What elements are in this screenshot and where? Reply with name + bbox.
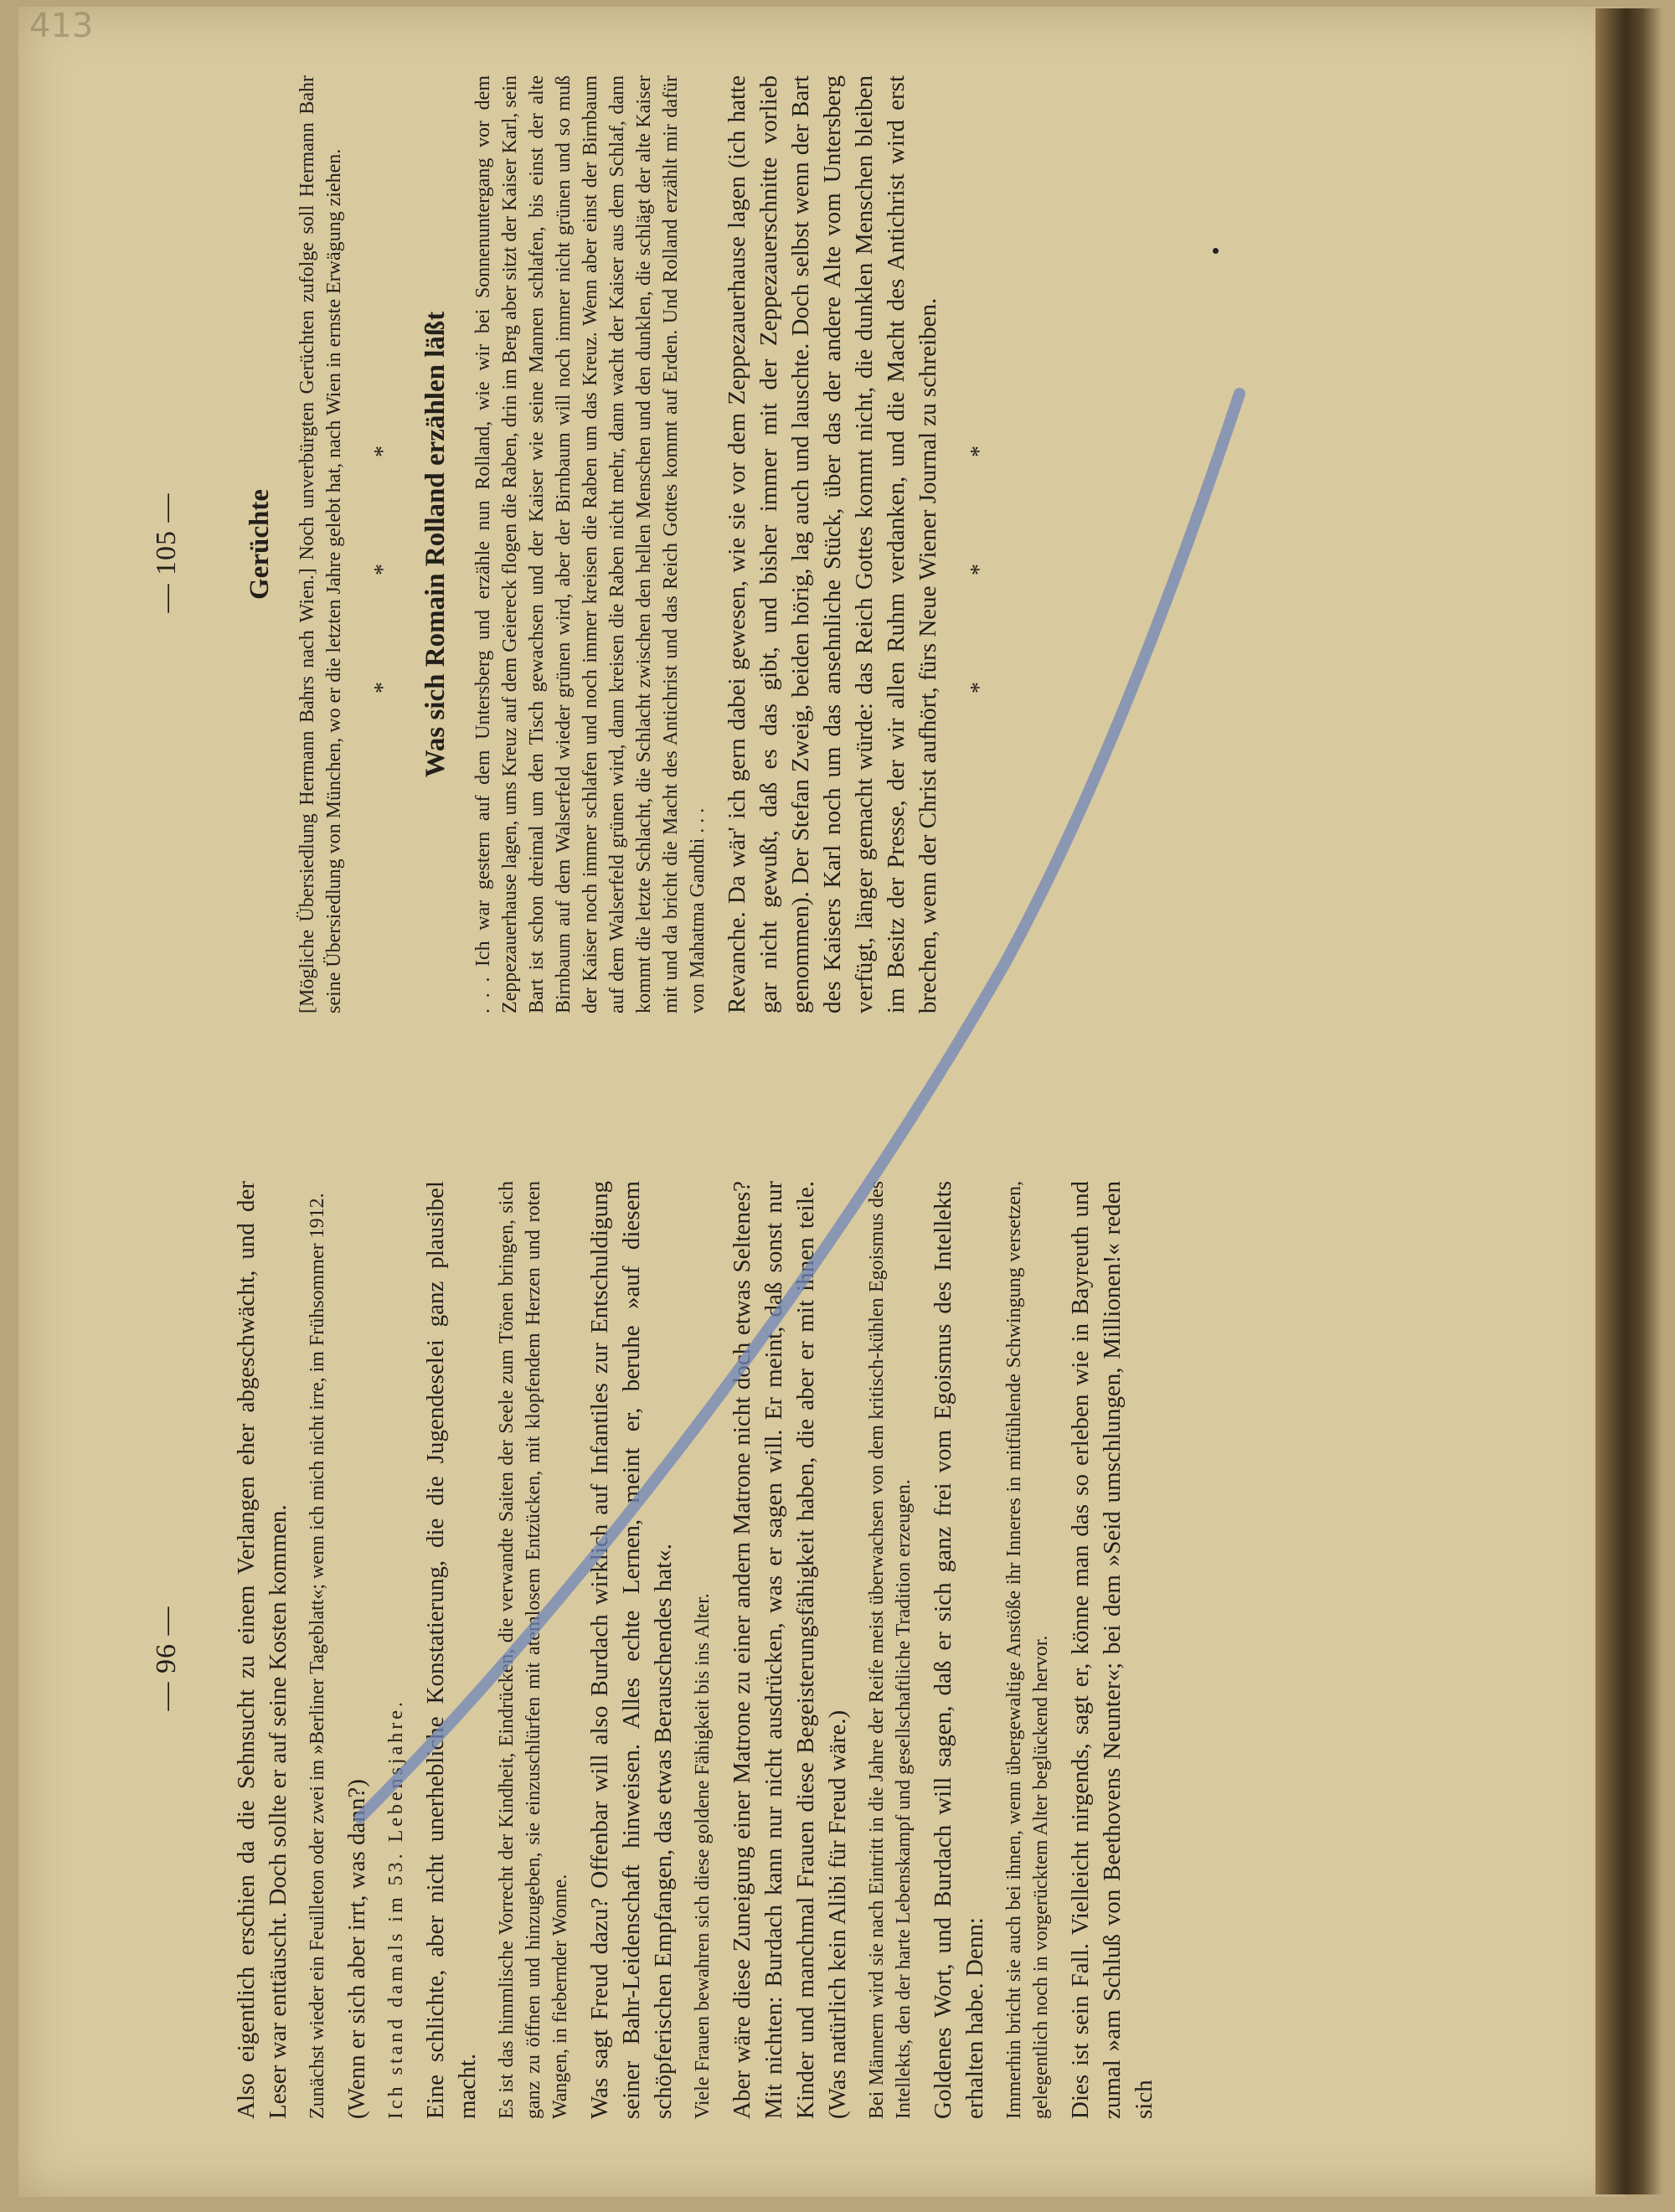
page-96-text [230, 1181, 1170, 2119]
paragraph: Was sagt Freud dazu? Offenbar will also Burdach wirklich auf Infantiles zur Entschuldigung seiner Bahr-Leidenschaft hinweisen. Alles echte Lernen, meint er, beruhe »auf diesem schöpferischen Empfangen, das etwas Berauschendes hat«. [586, 1181, 677, 2119]
paragraph: Eine schlichte, aber nicht unerhebliche Konstatierung, die die Jugendeselei ganz plausibel macht. [422, 1181, 481, 2119]
ink-speck [1213, 248, 1219, 254]
rotated-spread [42, 25, 1633, 2186]
page-number: — 105 — [151, 492, 182, 613]
page-105-text [230, 75, 1016, 1013]
paragraph: . . . Ich war gestern auf dem Untersberg und erzähle nun Rolland, wie wir bei Sonnenuntergang vor dem Zeppezauerhause lagen, ums Kreuz auf dem Geiereck flogen die Raben, drin im Berg aber sitzt der Kaiser Karl, sein Bart ist schon dreimal um den Tisch gewachsen und der Kaiser wie seine Mannen schlafen, bis einst der alte Birnbaum auf dem Walserfeld wieder grünen wird, aber der Birnbaum will noch immer nicht grünen und so muß der Kaiser noch immer schlafen und noch immer kreisen die Raben um das Kreuz. Wenn aber einst der Birnbaum auf dem Walserfeld grünen wird, dann kreisen die Raben nicht mehr, dann wacht der Kaiser aus dem Schlaf, dann kommt die letzte Schlacht, die Schlacht zwischen den hellen Menschen und den dunklen, die schlägt der alte Kaiser mit und da bricht die Macht des Antichrist und das Reich Gottes kommt auf Erden. Und Rolland erzählt mir dafür von Mahatma Gandhi . . . [472, 75, 709, 1013]
page-105 [42, 25, 1633, 1080]
paragraph: [Mögliche Übersiedlung Hermann Bahrs nach Wien.] Noch unverbürgten Gerüchten zufolge soll Hermann Bahr seine Übersiedlung von München, wo er die letzten Jahre gelebt hat, nach Wien in ernste Erwägung ziehen. [296, 75, 345, 1013]
paragraph: Revanche. Da wär' ich gern dabei gewesen, wie sie vor dem Zeppezauerhause lagen (ich hatte gar nicht gewußt, daß es das gibt, und bisher immer mit der Zeppezauerschnitte vorlieb genommen). Der Stefan Zweig, beiden hörig, lag auch und lauschte. Doch selbst wenn der Bart des Kaisers Karl noch um das ansehnliche Stück, über das der andere Alte vom Untersberg verfügt, länger gemacht würde: das Reich Gottes kommt nicht, die dunklen Menschen bleiben im Besitz der Presse, der wir allen Ruhm verdanken, und die Macht des Antichrist wird erst brechen, wenn der Christ aufhört, fürs Neue Wiener Journal zu schreiben. [724, 75, 941, 1013]
section-divider: * * * [966, 395, 992, 694]
page-96 [42, 1131, 1633, 2186]
section-heading-rolland: Was sich Romain Rolland erzählen läßt [420, 311, 451, 778]
paragraph: Dies ist sein Fall. Vielleicht nirgends, sagt er, könne man das so erleben wie in Bayreuth und zumal »am Schluß von Beethovens Neunter«; bei dem »Seid umschlungen, Millionen!« reden sich [1067, 1181, 1157, 2119]
paragraph: Zunächst wieder ein Feuilleton oder zwei im »Berliner Tageblatt«; wenn ich mich nicht irre, im Frühsommer 1912. [307, 1193, 328, 2119]
section-divider: * * * [370, 395, 396, 694]
paragraph: Es ist das himmlische Vorrecht der Kindheit, Eindrücken, die verwandte Saiten der Seele zum Tönen bringen, sich ganz zu öffnen und hinzugeben, sie einzuschlürfen mit atemlosem Entzücken, mit klopfendem Herzen und roten Wangen, in fiebernder Wonne. [496, 1181, 571, 2119]
page-number: — 96 — [151, 1606, 182, 1711]
paragraph: Aber wäre diese Zuneigung einer Matrone zu einer andern Matrone nicht doch etwas Seltenes? Mit nichten: Burdach kann nur nicht ausdrücken, was er sagen will. Er meint, daß sonst nur Kinder und manchmal Frauen diese Begeisterungsfähigkeit haben, die aber er mit ihnen teile. (Was natürlich kein Alibi für Freud wäre.) [729, 1181, 851, 2119]
library-stamp: 413 [29, 7, 94, 45]
paragraph: Also eigentlich erschien da die Sehnsucht zu einem Verlangen eher abgeschwächt, und der Leser war enttäuscht. Doch sollte er auf seine Kosten kommen. [233, 1181, 291, 2119]
section-heading-geruechte: Gerüchte [245, 489, 275, 600]
paragraph: Goldenes Wort, und Burdach will sagen, daß er sich ganz frei vom Egoismus des Intellekts erhalten habe. Denn: [930, 1181, 988, 2119]
paragraph: Immerhin bricht sie auch bei ihnen, wenn übergewaltige Anstöße ihr Inneres in mitfühlende Schwingung versetzen, gelegentlich noch in vorgerücktem Alter beglückend hervor. [1003, 1181, 1052, 2119]
paragraph: Bei Männern wird sie nach Eintritt in die Jahre der Reife meist überwachsen von dem kritisch-kühlen Egoismus des Intellekts, den der harte Lebenskampf und gesellschaftliche Tradition erzeugen. [866, 1181, 915, 2119]
paragraph: (Wenn er sich aber irrt, was dann?) [343, 1779, 370, 2119]
paragraph: Ich stand damals im 53. Lebensjahre. [385, 1699, 407, 2119]
paragraph: Viele Frauen bewahren sich diese goldene Fähigkeit bis ins Alter. [692, 1593, 714, 2119]
